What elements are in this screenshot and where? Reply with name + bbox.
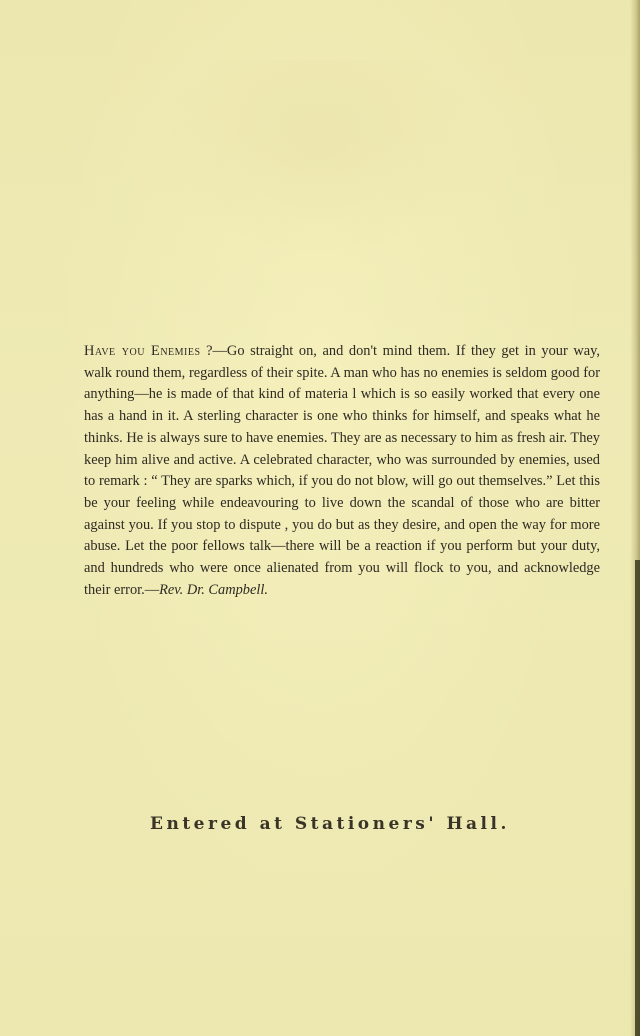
passage-lead-heading: Have you Enemies [84,343,201,359]
passage-paragraph [84,341,600,601]
ink-bleed-through [150,60,490,260]
passage-attribution: Rev. Dr. Campbell. [159,581,268,598]
page-edge-binding [635,560,640,1036]
stationers-hall-imprint: Entered at Stationers' Hall. [150,814,510,834]
passage-body-text: ?—Go straight on, and don't mind them. If they get in your way, walk round them, regardless of their spite. A man who has no enemies is seldom good for anything—he is made of that kind of materia l which is so easily worked that every one has a hand in it. A sterling character is one who thinks for himself, and speaks what he thinks. He is always sure to have enemies. They are as necessary to him as fresh air. They keep him alive and active. A celebrated character, who was surrounded by enemies, used to remark : “ They are sparks which, if you do not blow, will go out themselves.” Let this be your feeling while endeavouring to live down the scandal of those who are bitter against you. If you stop to dispute , you do but as they desire, and open the way for more abuse. Let the poor fellows talk—there will be a reaction if you perform but your duty, and hundreds who were once alienated from you will flock to you, and acknowledge their error.— [84,343,600,598]
